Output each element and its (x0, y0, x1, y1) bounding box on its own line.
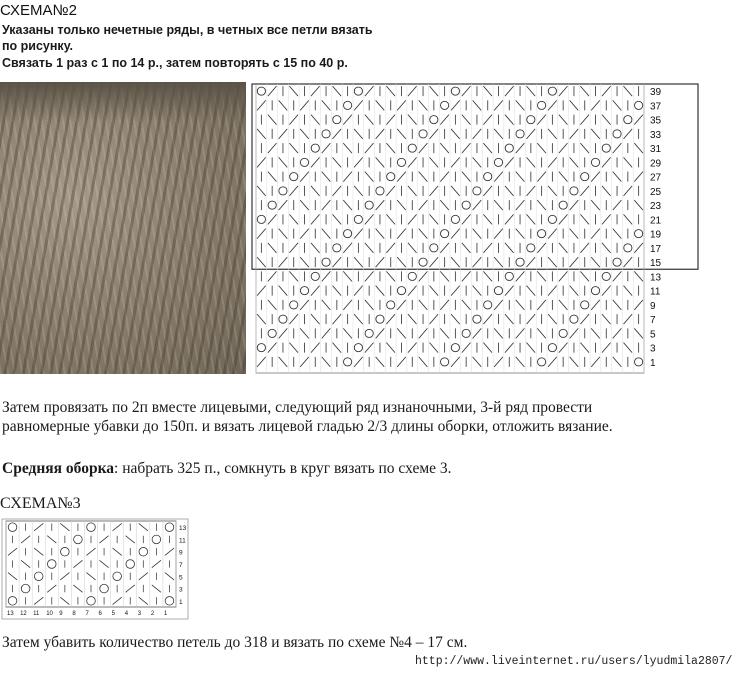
schema2-title: СХЕМА№2 (0, 2, 77, 19)
chart3-col-number: 9 (59, 611, 63, 617)
chart2-row-number: 33 (650, 129, 662, 141)
chart3-col-number: 12 (20, 611, 27, 617)
chart2-row-number: 17 (650, 243, 662, 255)
schema3-chart (2, 519, 192, 621)
chart2-row-number: 13 (650, 272, 662, 284)
chart3-col-numbers (7, 611, 168, 617)
middle-ruffle-text: : набрать 325 п., сомкнуть в круг вязать по схеме 3. (114, 460, 452, 477)
chart3-col-number: 6 (98, 611, 102, 617)
middle-ruffle-instructions (2, 459, 452, 478)
chart3-col-number: 1 (163, 611, 168, 617)
chart3-col-number: 7 (85, 611, 89, 617)
chart2-row-number: 15 (650, 258, 662, 270)
chart2-row-number: 37 (650, 101, 662, 113)
chart3-col-number: 3 (137, 611, 142, 617)
chart2-row-number: 31 (650, 144, 662, 156)
chart3-row-number: 1 (179, 598, 183, 606)
photo-waistband-shade (0, 82, 246, 122)
chart3-row-number: 3 (179, 586, 183, 594)
schema3-title: СХЕМА№3 (0, 495, 81, 512)
chart2-row-number: 1 (650, 357, 656, 369)
chart3-row-number: 11 (179, 537, 186, 545)
chart3-col-number: 8 (72, 611, 76, 617)
schema2-note-line3: Связать 1 раз с 1 по 14 р., затем повторять с 15 по 40 р. (2, 56, 348, 70)
chart2-row-number: 39 (650, 87, 662, 99)
source-url: http://www.liveinternet.ru/users/lyudmila2807/ (415, 655, 732, 668)
chart2-row-number: 35 (650, 115, 662, 127)
chart3-row-number: 13 (179, 525, 187, 533)
schema2-note-line1: Указаны только нечетные ряды, в четных все петли вязать (2, 23, 373, 37)
chart3-row-numbers (179, 525, 187, 606)
chart3-col-number: 5 (111, 611, 115, 617)
chart2-row-number: 25 (650, 186, 662, 198)
chart2-row-number: 9 (650, 300, 656, 312)
chart3-col-number: 13 (7, 611, 14, 617)
chart3-row-number: 7 (179, 562, 183, 569)
chart2-row-number: 19 (650, 229, 662, 241)
chart3-col-number: 4 (124, 611, 129, 617)
schema2-chart (252, 82, 700, 377)
chart3-col-number: 10 (46, 611, 53, 617)
knitted-lace-photo (0, 82, 246, 374)
chart3-row-number: 5 (179, 574, 183, 582)
chart2-row-number: 7 (650, 315, 656, 327)
chart3-col-number: 11 (33, 611, 40, 617)
paragraph-decrease: Затем провязать по 2п вместе лицевыми, следующий ряд изнаночными, 3-й ряд провести равномерные убавки до 150п. и вязать лицевой гладью 2/3 длины оборки, отложить вязание. (2, 399, 613, 435)
chart2-row-number: 21 (650, 215, 662, 227)
chart3-symbol-grid (2, 519, 188, 619)
chart2-row-number: 29 (650, 158, 662, 170)
chart2-row-number: 5 (650, 329, 656, 341)
schema2-note-line2: по рисунку. (2, 39, 74, 53)
chart2-row-numbers (650, 87, 662, 369)
middle-ruffle-label: Средняя оборка (2, 460, 115, 477)
chart3-row-number: 9 (179, 549, 183, 557)
chart2-row-number: 11 (650, 286, 661, 298)
chart3-col-number: 2 (150, 611, 155, 617)
chart2-row-number: 27 (650, 172, 662, 184)
chart2-symbol-grid (252, 84, 698, 373)
chart2-row-number: 3 (650, 343, 656, 355)
chart2-row-number: 23 (650, 201, 662, 213)
paragraph-next-step: Затем убавить количество петель до 318 и вязать по схеме №4 – 17 см. (2, 634, 468, 651)
